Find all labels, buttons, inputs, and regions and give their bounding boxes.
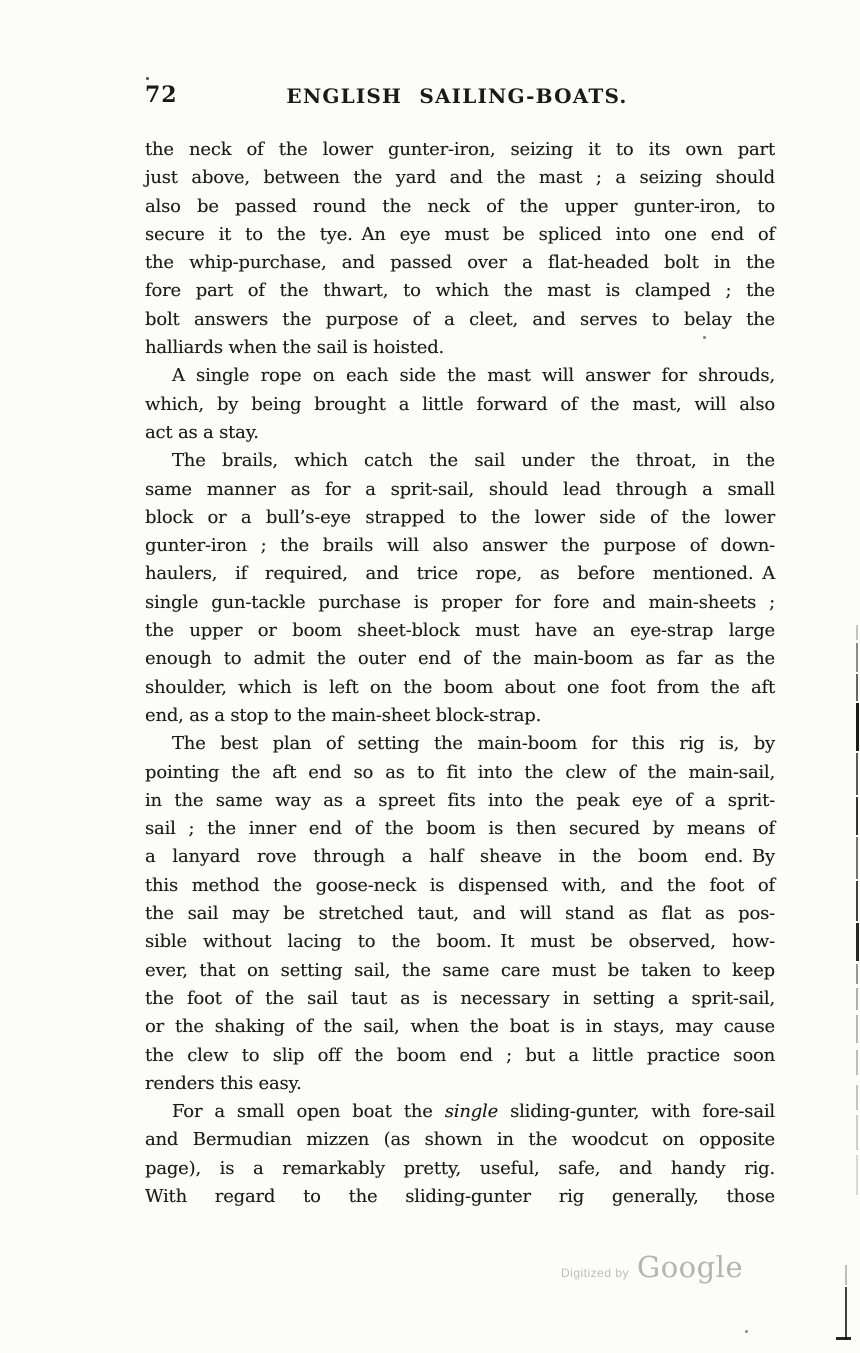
scan-artifact-dot [146, 77, 149, 80]
text-line: the whip-purchase, and passed over a flat-headed bolt in the [145, 252, 775, 274]
scan-artifact-dash [856, 797, 858, 835]
digitized-by-google-watermark [561, 1250, 743, 1296]
text-line: halliards when the sail is hoisted. [145, 337, 445, 359]
scan-artifact-dash [856, 1015, 858, 1043]
text-line: gunter-iron ; the brails will also answer the purpose of down- [145, 535, 775, 557]
scan-artifact-dash [856, 625, 858, 640]
text-line: a lanyard rove through a half sheave in the boom end. By [145, 846, 775, 868]
text-line [145, 1098, 775, 1126]
text-line: secure it to the tye. An eye must be spliced into one end of [145, 223, 775, 245]
scan-artifact-dash [856, 1115, 858, 1150]
text-line: sible without lacing to the boom. It must be observed, how- [145, 931, 775, 953]
scan-artifact-dash [856, 1155, 858, 1195]
scan-artifact-dash [856, 753, 858, 795]
text-line: or the shaking of the sail, when the boat is in stays, may cause [145, 1016, 775, 1038]
scan-artifact-corner-vertical-faint [845, 1265, 847, 1285]
scan-artifact-dash [856, 988, 858, 1010]
text-line: act as a stay. [145, 421, 259, 443]
scan-artifact-dash [856, 837, 858, 879]
scan-artifact-corner-vertical [845, 1287, 847, 1339]
scan-artifact-dot [745, 1330, 748, 1333]
page-number: 72 [145, 82, 178, 108]
text-line: in the same way as a spreet fits into the peak eye of a sprit- [145, 789, 775, 811]
scan-artifact-dash [856, 643, 858, 672]
text-line: the neck of the lower gunter-iron, seizing it to its own part [145, 139, 775, 160]
text-run: For a small open boat the [172, 1101, 445, 1123]
running-title: ENGLISH SAILING-BOATS. [286, 84, 628, 108]
text-line: The brails, which catch the sail under the throat, in the [172, 450, 775, 472]
text-line: the clew to slip off the boom end ; but a little practice soon [145, 1044, 775, 1066]
text-line: block or a bull’s-eye strapped to the lower side of the lower [145, 506, 775, 528]
text-line: just above, between the yard and the mast ; a seizing should [145, 167, 775, 189]
text-line: also be passed round the neck of the upper gunter-iron, to [145, 195, 775, 217]
text-line: page), is a remarkably pretty, useful, safe, and handy rig. [145, 1157, 775, 1179]
text-line: renders this easy. [145, 1072, 302, 1094]
text-line: end, as a stop to the main-sheet block-strap. [145, 704, 542, 726]
text-line: sail ; the inner end of the boom is then secured by means of [145, 818, 775, 840]
text-line: the sail may be stretched taut, and will stand as flat as pos- [145, 903, 775, 925]
scan-artifact-corner-horizontal [836, 1337, 851, 1340]
page-header [145, 82, 775, 112]
text-line: shoulder, which is left on the boom about one foot from the aft [145, 676, 775, 698]
text-line: and Bermudian mizzen (as shown in the woodcut on opposite [145, 1129, 775, 1151]
text-line: same manner as for a sprit-sail, should lead through a small [145, 478, 775, 500]
scan-artifact-dash [856, 1050, 858, 1075]
text-line: bolt answers the purpose of a cleet, and serves to belay the [145, 308, 775, 330]
text-line: With regard to the sliding-gunter rig generally, those [145, 1185, 775, 1207]
text-line: this method the goose-neck is dispensed with, and the foot of [145, 874, 775, 896]
text-line: haulers, if required, and trice rope, as before mentioned. A [145, 563, 775, 585]
text-line: which, by being brought a little forward of the mast, will also [145, 393, 775, 415]
scan-artifact-dash [856, 881, 858, 921]
text-line: fore part of the thwart, to which the mast is clamped ; the [145, 280, 775, 302]
scan-artifact-dash [856, 964, 858, 984]
scan-artifact-dash [856, 674, 858, 701]
scan-artifact-dash [856, 1085, 858, 1110]
text-line: The best plan of setting the main-boom for this rig is, by [172, 733, 775, 755]
watermark-prefix-text: Digitized by [561, 1266, 630, 1280]
body-text-block [145, 136, 775, 1211]
text-line: the upper or boom sheet-block must have an eye-strap large [145, 620, 775, 642]
text-line: A single rope on each side the mast will answer for shrouds, [172, 365, 775, 387]
text-line: the foot of the sail taut as is necessary in setting a sprit-sail, [145, 987, 775, 1009]
scan-artifact-dash [856, 703, 859, 751]
text-line: pointing the aft end so as to fit into the clew of the main-sail, [145, 761, 775, 783]
text-line: ever, that on setting sail, the same care must be taken to keep [145, 959, 775, 981]
italic-word: single [444, 1101, 499, 1123]
text-line: enough to admit the outer end of the main-boom as far as the [145, 648, 775, 670]
text-line: single gun-tackle purchase is proper for fore and main-sheets ; [145, 591, 775, 613]
google-logo: Google [637, 1250, 744, 1284]
scan-artifact-dash [856, 923, 859, 961]
text-run: sliding-gunter, with fore-sail [498, 1101, 775, 1123]
scan-artifact-dot [703, 336, 706, 339]
